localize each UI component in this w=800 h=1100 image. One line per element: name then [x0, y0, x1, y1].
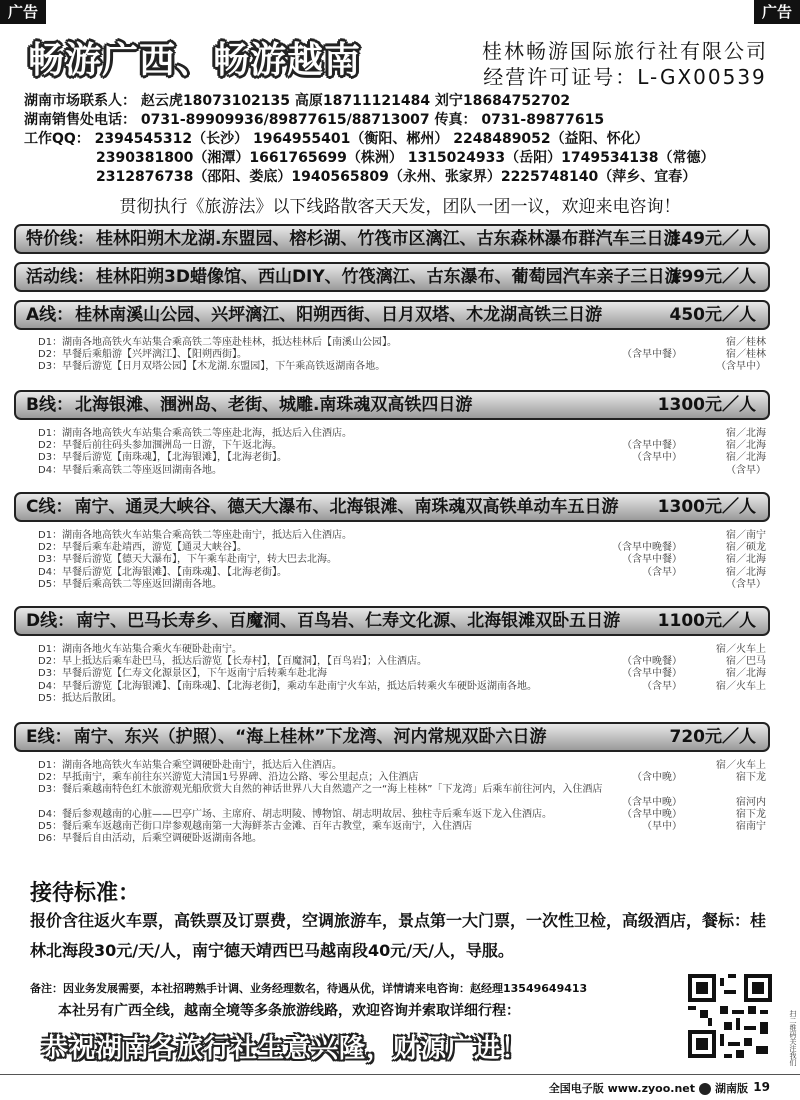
itinerary-day: D2：早餐后前往码头参加涠洲岛一日游，下午返北海。 （含早中餐） 宿／北海	[38, 440, 766, 452]
route-bar-e	[14, 722, 770, 752]
route-price: 149元／人	[669, 229, 756, 249]
standard-title: 接待标准：	[30, 881, 141, 906]
route-price: 450元／人	[669, 305, 756, 325]
qr-caption: 扫二维码关注我们	[789, 1010, 797, 1066]
contact-qq-1: 工作QQ： 2394545312（长沙） 1964955401（衡阳、郴州） 2248489052（益阳、怀化）	[24, 131, 649, 147]
itinerary-day: D1：湖南各地高铁火车站集合乘高铁二等座赴南宁，抵达后入住酒店。 宿／南宁	[38, 530, 766, 541]
route-name: 活动线：	[26, 267, 94, 287]
ad-label-left: 广告	[0, 0, 46, 24]
itinerary-day: D4：早餐后游览【北海银滩】、【南珠魂】、【北海老街】。 （含早） 宿／北海	[38, 566, 766, 578]
itinerary-day: D3：餐后乘越南特色红木旅游观光船欣赏大自然的神话世界八大自然遗产之一“海上桂林”「下龙湾」后乘车前往河内，入住酒店	[38, 784, 603, 796]
route-title: 南宁、巴马长寿乡、百魔洞、百鸟岩、仁寿文化源、北海银滩双卧五日游	[76, 611, 621, 631]
footer	[549, 1080, 748, 1096]
itinerary-day: D5：抵达后散团。	[38, 692, 123, 704]
footer-edition: 全国电子版 www.zyoo.net	[548, 1082, 695, 1095]
ad-label-right: 广告	[754, 0, 800, 24]
route-name: C线：	[26, 497, 73, 517]
itinerary-day: （含早中晚） 宿河内	[622, 796, 766, 808]
itinerary-day: D2：早餐后乘船游【兴坪漓江】、【阳朔西街】。 （含早中餐） 宿／桂林	[38, 349, 766, 361]
route-title: 南宁、通灵大峡谷、德天大瀑布、北海银滩、南珠魂双高铁单动车五日游	[74, 497, 619, 517]
route-title: 桂林阳朔木龙湖.东盟园、榕杉湖、竹筏市区漓江、古东森林瀑布群汽车三日游	[96, 229, 681, 249]
itinerary-day: D1：湖南各地高铁火车站集合乘空调硬卧赴南宁，抵达后入住酒店。 宿／火车上	[38, 760, 766, 771]
route-name: 特价线：	[26, 229, 94, 249]
itinerary-day: D5：早餐后乘高铁二等座返回湖南各地。 （含早）	[38, 578, 766, 590]
qr-code-icon[interactable]	[688, 974, 772, 1058]
itinerary-d	[38, 644, 766, 705]
itinerary-b	[38, 428, 766, 477]
route-name: E线：	[26, 727, 72, 747]
route-price: 1300元／人	[657, 497, 756, 517]
itinerary-day: D5：餐后乘车返越南芒街口岸参观越南第一大海鲜茶古金滩、百年古教堂，乘车返南宁，入住酒店 （早中） 宿南宁	[38, 820, 766, 832]
route-title: 桂林南溪山公园、兴坪漓江、阳朔西街、日月双塔、木龙湖高铁三日游	[75, 305, 603, 325]
footer-divider	[0, 1074, 800, 1075]
standard-body: 报价含往返火车票，高铁票及订票费，空调旅游车，景点第一大门票，一次性卫检，高级酒店，餐标：桂林北海段30元/天/人，南宁德天靖西巴马越南段40元/天/人，导服。	[30, 911, 767, 960]
company-license: 经营许可证号：L-GX00539	[483, 65, 767, 89]
route-bar-d	[14, 606, 770, 636]
route-name: D线：	[26, 611, 75, 631]
route-name: A线：	[26, 305, 74, 325]
itinerary-day: D2：早抵南宁，乘车前往东兴游览大清国1号界碑、沿边公路、零公里起点；入住酒店 （含中晚） 宿下龙	[38, 772, 766, 784]
route-price: 199元／人	[669, 267, 756, 287]
route-bar-activity	[14, 262, 770, 292]
route-bar-c	[14, 492, 770, 522]
itinerary-day: D3：早餐后游览【德天大瀑布】，下午乘车赴南宁，转大巴去北海。 （含早中餐） 宿／北海	[38, 554, 766, 566]
footer-region: 湖南版	[715, 1082, 748, 1095]
slogan: 贯彻执行《旅游法》以下线路散客天天发，团队一团一议，欢迎来电咨询！	[119, 197, 681, 217]
remark: 备注：因业务发展需要，本社招聘熟手计调、业务经理数名，待遇从优，详情请来电咨询：赵经理13549649413	[30, 982, 588, 995]
itinerary-day: D3：早餐后游览【南珠魂】，【北海银滩】，【北海老街】。 （含早中） 宿／北海	[38, 452, 766, 464]
route-bar-a	[14, 300, 770, 330]
contact-phone: 湖南销售处电话： 0731-89909936/89877615/88713007 传真： 0731-89877615	[24, 112, 605, 128]
route-bar-b	[14, 390, 770, 420]
itinerary-day: D4：早餐后乘高铁二等座返回湖南各地。 （含早）	[38, 464, 766, 476]
itinerary-day: D1：湖南各地高铁火车站集合乘高铁二等座赴桂林，抵达桂林后【南溪山公园】。 宿／桂林	[38, 337, 766, 348]
contact-qq-2: 2390381800（湘潭）1661765699（株洲） 1315024933（岳阳）1749534138（常德）	[96, 150, 715, 166]
itinerary-e	[38, 760, 766, 845]
route-bar-special	[14, 224, 770, 254]
itinerary-a	[38, 337, 766, 374]
headline: 畅游广西、畅游越南	[28, 40, 362, 81]
route-price: 1300元／人	[657, 395, 756, 415]
itinerary-day: D4：餐后参观越南的心脏——巴亭广场、主席府、胡志明陵、博物馆、胡志明故居、独柱寺后乘车返下龙入住酒店。 （含早中晚） 宿下龙	[38, 808, 766, 820]
company-name: 桂林畅游国际旅行社有限公司	[482, 39, 768, 63]
route-title: 南宁、东兴（护照）、“海上桂林”下龙湾、河内常规双卧六日游	[73, 727, 547, 747]
route-price: 1100元／人	[657, 611, 756, 631]
page-number: 19	[753, 1080, 770, 1094]
itinerary-day: D2：早上抵达后乘车赴巴马，抵达后游览【长寿村】，【百魔洞】，【百鸟岩】；入住酒店。 （含中晚餐） 宿／巴马	[38, 656, 766, 668]
itinerary-day: D3：早餐后游览【仁寿文化源景区】，下午返南宁后转乘车赴北海 （含早中餐） 宿／北海	[38, 668, 766, 680]
company-block	[482, 38, 768, 90]
more-routes: 本社另有广西全线，越南全境等多条旅游线路，欢迎咨询并索取详细行程：	[58, 1003, 520, 1019]
congrats-banner: 恭祝湖南各旅行社生意兴隆，财源广进！	[42, 1034, 529, 1064]
itinerary-c	[38, 530, 766, 591]
route-title: 桂林阳朔3D蜡像馆、西山DIY、竹筏漓江、古东瀑布、葡萄园汽车亲子三日游	[96, 267, 682, 287]
itinerary-day: D1：湖南各地高铁火车站集合乘高铁二等座赴北海，抵达后入住酒店。 宿／北海	[38, 428, 766, 439]
route-price: 720元／人	[669, 727, 756, 747]
itinerary-day: D6：早餐后自由活动，后乘空调硬卧返湖南各地。	[38, 833, 263, 845]
itinerary-day: D1：湖南各地火车站集合乘火车硬卧赴南宁。 宿／火车上	[38, 644, 766, 655]
itinerary-day: D4：早餐后游览【北海银滩】、【南珠魂】、【北海老街】，乘动车赴南宁火车站，抵达后转乘火车硬卧返湖南各地。 （含早） 宿／火车上	[38, 680, 766, 692]
itinerary-day: D2：早餐后乘车赴靖西，游览【通灵大峡谷】。 （含早中晚餐） 宿／硕龙	[38, 542, 766, 554]
contact-qq-3: 2312876738（邵阳、娄底）1940565809（永州、张家界）2225748140（萍乡、宜春）	[96, 169, 697, 185]
itinerary-day: D3：早餐后游览【日月双塔公园】【木龙湖.东盟园】，下午乘高铁返湖南各地。 （含早中）	[38, 361, 766, 373]
route-title: 北海银滩、涠洲岛、老街、城雕.南珠魂双高铁四日游	[74, 395, 473, 415]
bullet-icon	[699, 1083, 711, 1095]
contact-block	[24, 92, 715, 187]
contact-people: 湖南市场联系人： 赵云虎18073102135 高原18711121484 刘宁18684752702	[24, 93, 571, 109]
route-name: B线：	[26, 395, 73, 415]
